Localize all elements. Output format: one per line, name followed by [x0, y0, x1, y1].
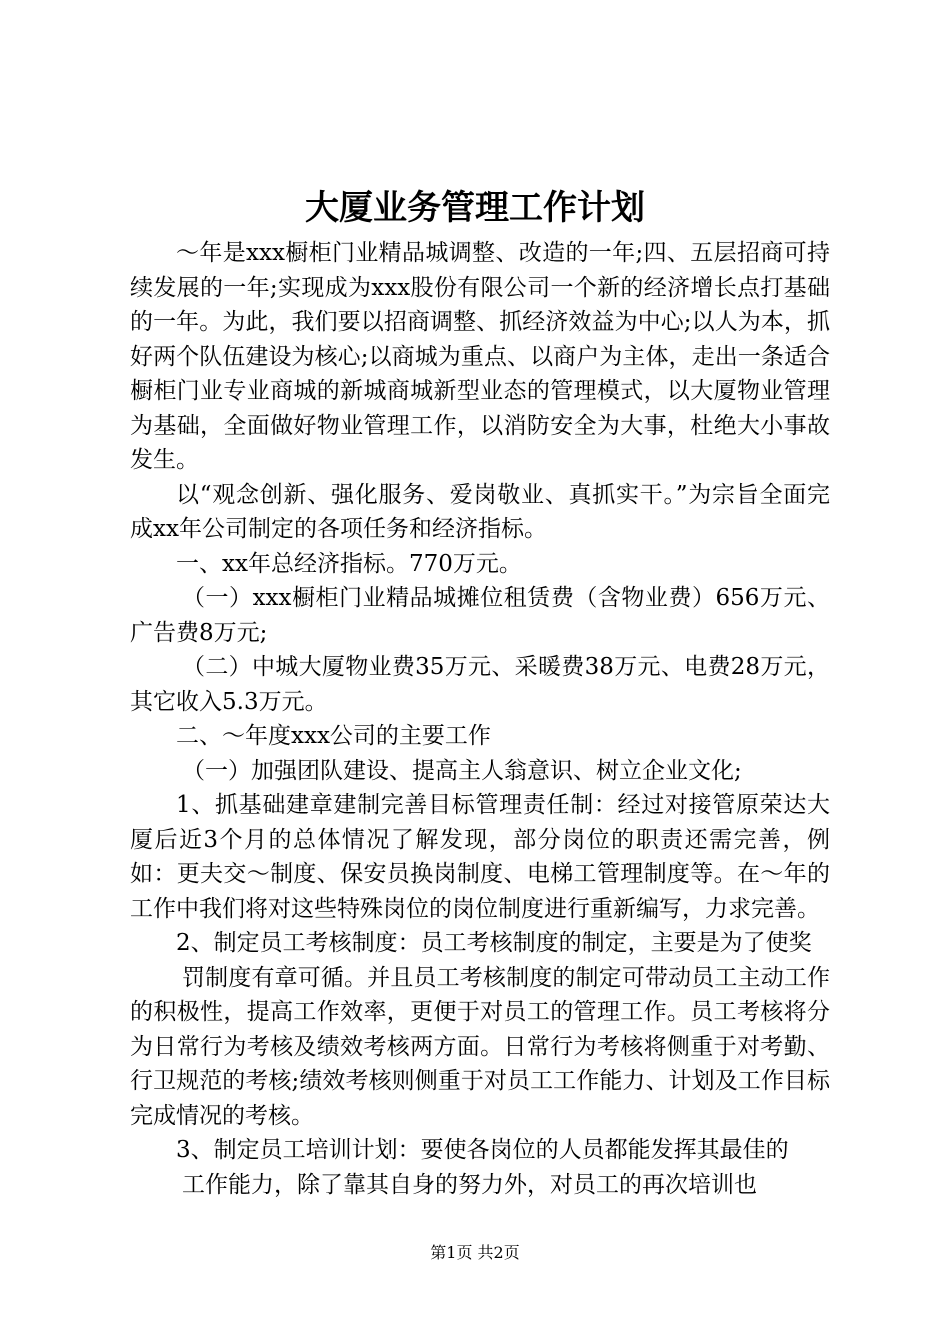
paragraph-point-three: 3、制定员工培训计划：要使各岗位的人员都能发挥其最佳的: [176, 1137, 789, 1163]
paragraph-section-one-heading: 一、xx年总经济指标。770万元。: [176, 550, 522, 577]
paragraph-point-three-continued: 工作能力，除了靠其自身的努力外，对员工的再次培训也: [182, 1171, 757, 1198]
paragraph-point-two: 2、制定员工考核制度：员工考核制度的制定，主要是为了使奖: [176, 930, 812, 956]
page-footer: 第1页 共2页: [430, 1243, 520, 1262]
paragraph-purpose: 以“观念创新、强化服务、爱岗敬业、真抓实干。”为宗旨全面完成xx年公司制定的各项任务和经济指标。: [130, 481, 830, 542]
paragraph-point-two-continued: 罚制度有章可循。并且员工考核制度的制定可带动员工主动工作的积极性，提高工作效率，更便于对员工的管理工作。员工考核将分为日常行为考核及绩效考核两方面。日常行为考核将侧重于对考勤、行卫规范的考核;绩效考核则侧重于对员工工作能力、计划及工作目标完成情况的考核。: [130, 964, 830, 1129]
paragraph-section-two-heading: 二、～年度xxx公司的主要工作: [176, 723, 491, 749]
paragraph-intro: ～年是xxx橱柜门业精品城调整、改造的一年;四、五层招商可持续发展的一年;实现成为xxx股份有限公司一个新的经济增长点打基础的一年。为此，我们要以招商调整、抓经济效益为中心;以人为本，抓好两个队伍建设为核心;以商城为重点、以商户为主体，走出一条适合橱柜门业专业商城的新城商城新型业态的管理模式，以大厦物业管理为基础，全面做好物业管理工作，以消防安全为大事，杜绝大小事故发生。: [130, 240, 830, 473]
document-title: 大厦业务管理工作计划: [305, 188, 645, 228]
paragraph-item-two: （二）中城大厦物业费35万元、采暖费38万元、电费28万元，其它收入5.3万元。: [130, 654, 830, 715]
paragraph-subsection-one-heading: （一）加强团队建设、提高主人翁意识、树立企业文化;: [182, 757, 742, 784]
paragraph-item-one: （一）xxx橱柜门业精品城摊位租赁费（含物业费）656万元、广告费8万元;: [130, 585, 830, 646]
document-body: [130, 236, 830, 1202]
paragraph-point-one: 1、抓基础建章建制完善目标管理责任制：经过对接管原荣达大厦后近3个月的总体情况了解发现，部分岗位的职责还需完善，例如：更夫交～制度、保安员换岗制度、电梯工管理制度等。在～年的工作中我们将对这些特殊岗位的岗位制度进行重新编写，力求完善。: [130, 792, 830, 922]
